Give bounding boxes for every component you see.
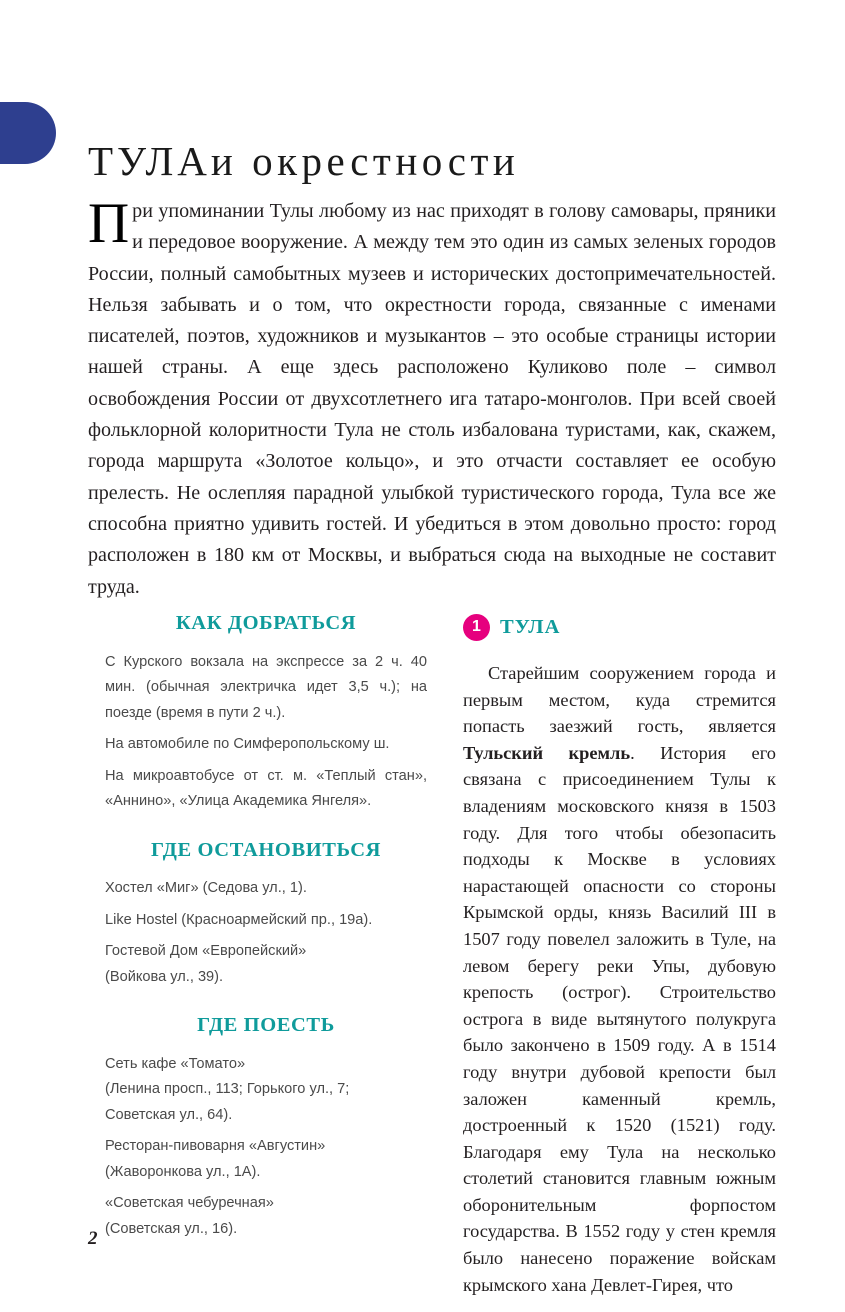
sidebar-paragraph: С Курского вокзала на экспрессе за 2 ч. 40 мин. (обычная электричка идет 3,5 ч.); на поезде (время в пути 2 ч.). — [105, 653, 427, 721]
page-title — [88, 139, 519, 184]
poi-body-text — [463, 660, 776, 1298]
sidebar-paragraph: Хостел «Миг» (Седова ул., 1). — [105, 880, 307, 897]
page-number: 2 — [88, 1228, 98, 1249]
poi-number-badge: 1 — [463, 614, 490, 641]
intro-drop-cap: П — [88, 192, 130, 255]
poi-body-highlight: Тульский кремль — [463, 742, 631, 763]
intro-body-text: ри упоминании Тулы любому из нас приходят в голову самовары, пряники и передовое вооружение. А между тем это один из самых зеленых городов России, полный самобытных музеев и исторических достопримечательностей. Нельзя забывать и о том, что окрестности города, связанные с именами писателей, поэтов, художников и музыкантов – это особые страницы истории нашей страны. А еще здесь расположено Куликово поле – символ освобождения России от двухсотлетнего ига татаро-монголов. При всей своей фольклорной колоритности Тула не столь избалована туристами, как, скажем, города маршрута «Золотое кольцо», и это отчасти составляет ее особую прелесть. Не ослепляя парадной улыбкой туристического города, Тула все же способна приятно удивить гостей. И убедиться в этом довольно просто: город расположен в 180 км от Москвы, и выбраться сюда на выходные не составит труда. — [88, 200, 776, 598]
poi-body-part-1: Старейшим сооружением города и первым местом, куда стремится попасть заезжий гость, является — [463, 663, 776, 737]
poi-heading: ТУЛА — [500, 615, 561, 638]
sidebar-block-where-to-eat — [105, 1014, 427, 1242]
sidebar-column — [105, 612, 427, 1266]
sidebar-paragraph: Сеть кафе «Томато» (Ленина просп., 113; Горького ул., 7; Советская ул., 64). — [105, 1055, 350, 1123]
sidebar-heading: ГДЕ ОСТАНОВИТЬСЯ — [150, 838, 382, 861]
poi-body-part-2: . История его связана с присоединением Тулы к владениям московского князя в 1503 году. Для того чтобы обезопасить подходы к Москве в условиях нарастающей опасности со стороны Крымской орды, князь Василий III в 1507 году повелел заложить в Туле, на левом берегу реки Упы, дубовую крепость (острог). Строительство острога в виде вытянутого полукруга было закончено в 1509 году. А в 1514 году внутри дубовой крепости был заложен каменный кремль, достроенный к 1520 (1521) году. Благодаря ему Тула на несколько столетий становится главным южным оборонительным форпостом государства. В 1552 году у стен кремля было нанесено поражение войскам крымского хана Девлет-Гирея, что — [463, 742, 776, 1295]
poi-heading-row — [463, 612, 776, 642]
sidebar-paragraph: Ресторан-пивоварня «Августин» (Жаворонкова ул., 1А). — [105, 1138, 326, 1180]
sidebar-block-how-to-get-there — [105, 612, 427, 815]
sidebar-paragraph: На микроавтобусе от ст. м. «Теплый стан», «Аннино», «Улица Академика Янгеля». — [105, 767, 427, 810]
chapter-title-rest: и окрестности — [210, 138, 520, 185]
sidebar-block-where-to-stay — [105, 839, 427, 991]
sidebar-paragraph: На автомобиле по Симферопольскому ш. — [105, 736, 390, 753]
sidebar-heading: КАК ДОБРАТЬСЯ — [175, 612, 357, 634]
sidebar-paragraph: Гостевой Дом «Европейский» (Войкова ул., 39). — [105, 943, 307, 985]
sidebar-paragraph: «Советская чебуречная» (Советская ул., 16). — [105, 1195, 274, 1237]
chapter-edge-tab — [0, 102, 56, 164]
sidebar-paragraph: Like Hostel (Красноармейский пр., 19а). — [105, 911, 373, 928]
sidebar-heading: ГДЕ ПОЕСТЬ — [197, 1014, 335, 1037]
two-column-body — [0, 612, 845, 1295]
main-text-column — [463, 612, 776, 1298]
chapter-title-main: ТУЛА — [88, 138, 211, 185]
intro-paragraph — [88, 192, 776, 603]
